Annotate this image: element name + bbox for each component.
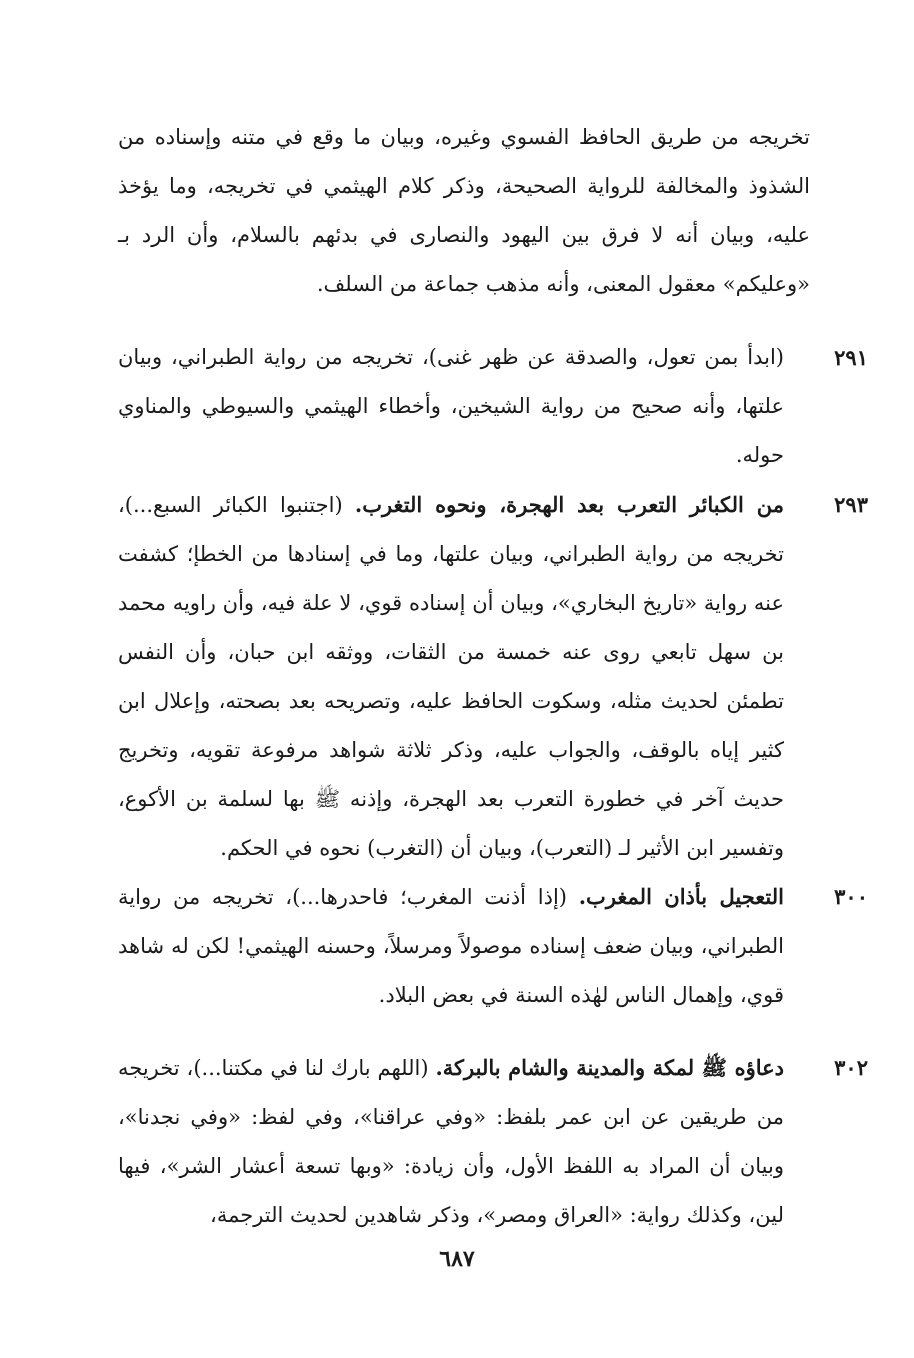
entry-body (118, 872, 784, 1020)
entry-300 (118, 872, 868, 1020)
entry-text: (اللهم بارك لنا في مكتنا...)، تخريجه من طريقين عن ابن عمر بلفظ: «وفي عراقنا»، وفي لفظ: «وفي نجدنا»، وبيان أن المراد به اللفظ الأول، وأن زيادة: «وبها تسعة أعشار الشر»، فيها لين، وكذلك رواية: «العراق ومصر»، وذكر شاهدين لحديث الترجمة، (118, 1056, 784, 1227)
entry-text: (اجتنبوا الكبائر السبع...)، تخريجه من رواية الطبراني، وبيان علتها، وما في إسنادها من الخطإ؛ كشفت عنه رواية «تاريخ البخاري»، وبيان أن إسناده قوي، لا علة فيه، وأن راويه محمد بن سهل تابعي روى عنه خمسة من الثقات، ووثقه ابن حبان، وأن النفس تطمئن لحديث مثله، وسكوت الحافظ عليه، وتصريحه بعد بصحته، وإعلال ابن كثير إياه بالوقف، والجواب عليه، وذكر ثلاثة شواهد مرفوعة تقويه، وتخريج حديث آخر في خطورة التعرب بعد الهجرة، وإذنه ﷺ بها لسلمة بن الأكوع، وتفسير ابن الأثير لـ (التعرب)، وبيان أن (التغرب) نحوه في الحكم. (118, 493, 784, 860)
entry-text: (إذا أذنت المغرب؛ فاحدرها...)، تخريجه من رواية الطبراني، وبيان ضعف إسناده موصولاً ومرسلاً، وحسنه الهيثمي! لكن له شاهد قوي، وإهمال الناس لهٰذه السنة في بعض البلاد. (118, 885, 784, 1007)
entry-293 (118, 480, 868, 873)
entry-title: التعجيل بأذان المغرب. (578, 884, 784, 909)
entry-291 (118, 333, 868, 480)
entry-number: ٣٠٢ (834, 1055, 868, 1080)
entry-title: من الكبائر التعرب بعد الهجرة، ونحوه التغرب. (354, 492, 784, 517)
entry-body (118, 1043, 784, 1240)
entry-number: ٢٩٣ (834, 492, 868, 517)
entry-body (118, 480, 784, 873)
entry-number: ٢٩١ (834, 345, 868, 370)
entry-body (118, 333, 784, 480)
page-number: ٦٨٧ (439, 1246, 475, 1272)
intro-paragraph: تخريجه من طريق الحافظ الفسوي وغيره، وبيان ما وقع في متنه وإسناده من الشذوذ والمخالفة للرواية الصحيحة، وذكر كلام الهيثمي في تخريجه، وما يؤخذ عليه، وبيان أنه لا فرق بين اليهود والنصارى في بدئهم بالسلام، وأن الرد بـ «وعليكم» معقول المعنى، وأنه مذهب جماعة من السلف. (118, 125, 810, 296)
entry-number: ٣٠٠ (834, 884, 868, 909)
entry-302 (118, 1043, 868, 1240)
entry-text: (ابدأ بمن تعول، والصدقة عن ظهر غنى)، تخريجه من رواية الطبراني، وبيان علتها، وأنه صحيح من رواية الشيخين، وأخطاء الهيثمي والسيوطي والمناوي حوله. (118, 345, 784, 467)
entry-title: دعاؤه ﷺ لمكة والمدينة والشام بالبركة. (435, 1055, 784, 1080)
